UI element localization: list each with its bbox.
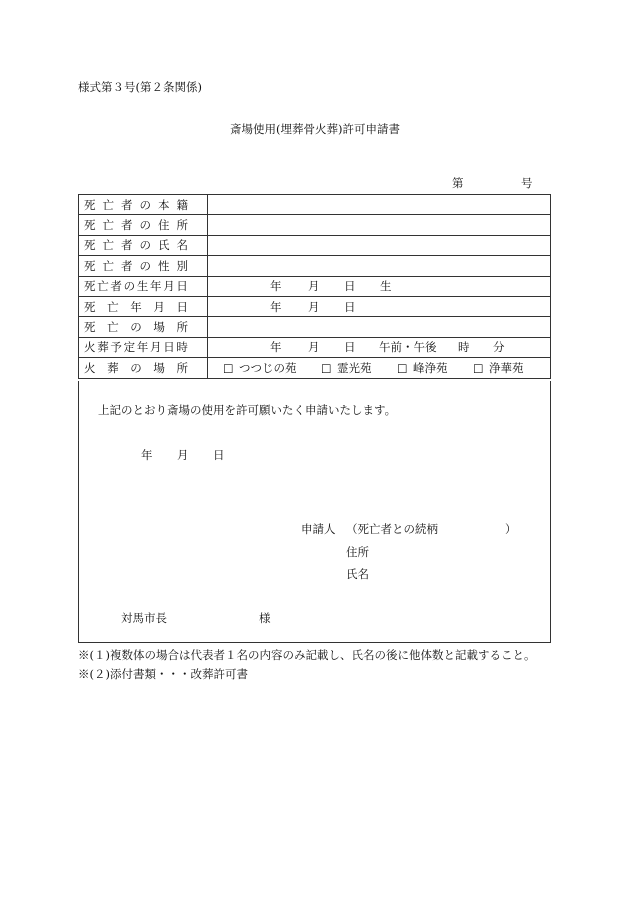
field-cremation-venue xyxy=(208,358,551,378)
venue-hojoen: 峰浄苑 xyxy=(413,360,448,375)
field-address[interactable] xyxy=(208,215,551,235)
label-registered-domicile: 死 亡 者 の 本 籍 xyxy=(79,195,208,215)
row-registered-domicile xyxy=(79,195,551,215)
applicant-address-label: 住所 xyxy=(346,545,369,559)
field-birth-date[interactable] xyxy=(208,276,551,296)
cremation-minute-unit: 分 xyxy=(493,340,505,355)
relation-label: （死亡者との続柄 xyxy=(346,522,438,536)
field-death-date[interactable] xyxy=(208,296,551,316)
field-registered-domicile[interactable] xyxy=(208,195,551,215)
cremation-day-unit: 日 xyxy=(344,340,356,355)
permit-number-suffix: 号 xyxy=(521,176,533,190)
row-cremation-schedule xyxy=(79,337,551,357)
applicant-name-label: 氏名 xyxy=(346,567,369,581)
row-birth-date xyxy=(79,276,551,296)
venue-tsutsuji: つつじの苑 xyxy=(239,360,297,375)
application-form-table xyxy=(78,194,551,379)
form-number: 様式第３号(第２条関係) xyxy=(78,80,202,94)
label-address: 死 亡 者 の 住 所 xyxy=(79,215,208,235)
field-sex[interactable] xyxy=(208,256,551,276)
row-death-date xyxy=(79,296,551,316)
label-name: 死 亡 者 の 氏 名 xyxy=(79,235,208,255)
checkbox-reikoen[interactable]: □ xyxy=(321,361,332,375)
birth-suffix: 生 xyxy=(380,279,392,294)
cremation-year-unit: 年 xyxy=(270,340,282,355)
death-day-unit: 日 xyxy=(344,299,356,314)
addressee-honorific: 様 xyxy=(259,611,271,625)
cremation-ampm: 午前・午後 xyxy=(379,340,437,355)
note-attachments: ※(２)添付書類・・・改葬許可書 xyxy=(78,667,248,681)
document-title: 斎場使用(埋葬骨火葬)許可申請書 xyxy=(230,122,400,136)
checkbox-tsutsuji[interactable]: □ xyxy=(223,361,234,375)
request-statement: 上記のとおり斎場の使用を許可願いたく申請いたします。 xyxy=(98,403,397,417)
applicant-label: 申請人 xyxy=(301,522,336,536)
birth-year-unit: 年 xyxy=(270,279,282,294)
row-cremation-venue xyxy=(79,358,551,378)
checkbox-jokaen[interactable]: □ xyxy=(473,361,484,375)
death-year-unit: 年 xyxy=(270,299,282,314)
cremation-hour-unit: 時 xyxy=(458,340,470,355)
venue-reikoen: 霊光苑 xyxy=(337,360,372,375)
application-day-unit: 日 xyxy=(213,448,225,462)
venue-jokaen: 浄華苑 xyxy=(489,360,524,375)
checkbox-hojoen[interactable]: □ xyxy=(397,361,408,375)
application-year-unit: 年 xyxy=(141,448,153,462)
addressee-mayor: 対馬市長 xyxy=(121,611,167,625)
request-section-box xyxy=(78,381,551,643)
row-sex xyxy=(79,256,551,276)
row-name xyxy=(79,235,551,255)
death-month-unit: 月 xyxy=(308,299,320,314)
field-cremation-schedule[interactable] xyxy=(208,337,551,357)
note-multiple-bodies: ※(１)複数体の場合は代表者１名の内容のみ記載し、氏名の後に他体数と記載すること。 xyxy=(78,648,536,662)
row-death-place xyxy=(79,317,551,337)
permit-number-prefix: 第 xyxy=(452,176,464,190)
application-month-unit: 月 xyxy=(177,448,189,462)
label-birth-date: 死 亡 者 の 生 年 月 日 xyxy=(79,276,208,296)
label-cremation-venue: 火 葬 の 場 所 xyxy=(79,358,208,378)
row-address xyxy=(79,215,551,235)
label-death-place: 死 亡 の 場 所 xyxy=(79,317,208,337)
cremation-month-unit: 月 xyxy=(308,340,320,355)
relation-close-paren: ） xyxy=(505,522,517,536)
birth-month-unit: 月 xyxy=(308,279,320,294)
label-sex: 死 亡 者 の 性 別 xyxy=(79,256,208,276)
label-death-date: 死 亡 年 月 日 xyxy=(79,296,208,316)
label-cremation-schedule: 火 葬 予 定 年 月 日 時 xyxy=(79,337,208,357)
birth-day-unit: 日 xyxy=(344,279,356,294)
field-name[interactable] xyxy=(208,235,551,255)
field-death-place[interactable] xyxy=(208,317,551,337)
